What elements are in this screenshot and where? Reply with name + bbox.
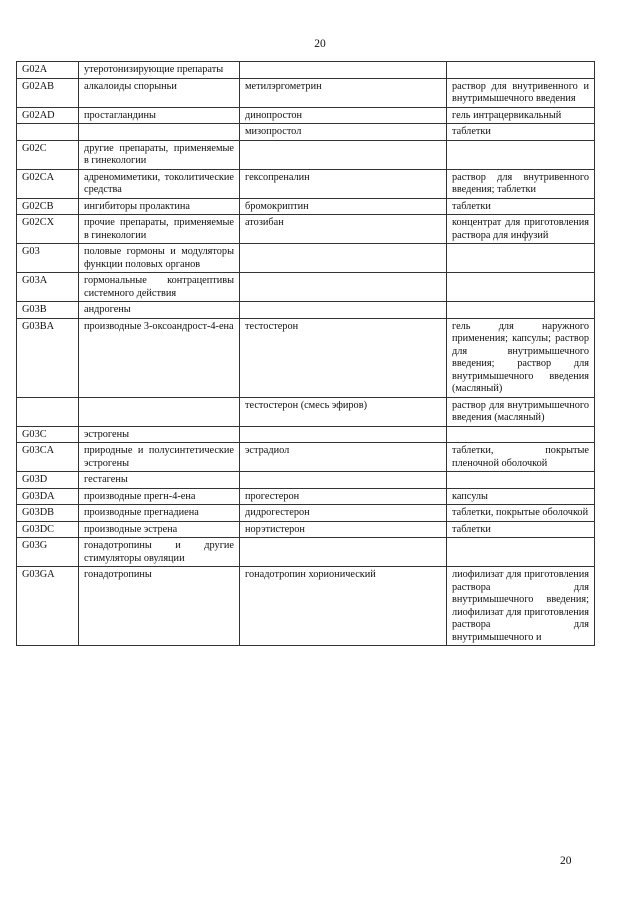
table-row [17,198,595,215]
dosage-form-cell: раствор для внутривенного и внутримышечного введения [447,78,595,107]
table-row [17,488,595,505]
atc-code-cell: G02CX [17,215,79,244]
group-name-cell: другие препараты, применяемые в гинекологии [79,140,240,169]
atc-code-cell [17,124,79,141]
table-row [17,124,595,141]
drug-name-cell: тестостерон (смесь эфиров) [240,397,447,426]
drug-name-cell: дидрогестерон [240,505,447,522]
table-row [17,78,595,107]
dosage-form-cell [447,302,595,319]
dosage-form-cell: гель для наружного применения; капсулы; раствор для внутримышечного введения; раствор для внутримышечного введения (масляный) [447,318,595,397]
group-name-cell: производные прегн-4-ена [79,488,240,505]
drug-name-cell: норэтистерон [240,521,447,538]
drug-name-cell: мизопростол [240,124,447,141]
dosage-form-cell: таблетки, покрытые оболочкой [447,505,595,522]
dosage-form-cell [447,273,595,302]
table-row [17,538,595,567]
atc-code-cell [17,397,79,426]
drug-name-cell: прогестерон [240,488,447,505]
dosage-form-cell [447,244,595,273]
group-name-cell: алкалоиды спорыньи [79,78,240,107]
group-name-cell [79,124,240,141]
group-name-cell: эстрогены [79,426,240,443]
table-row [17,505,595,522]
drug-name-cell: гонадотропин хорионический [240,567,447,646]
dosage-form-cell: концентрат для приготовления раствора для инфузий [447,215,595,244]
dosage-form-cell [447,62,595,79]
drug-name-cell: бромокриптин [240,198,447,215]
atc-code-cell: G03DB [17,505,79,522]
table-row [17,472,595,489]
dosage-form-cell: гель интрацервикальный [447,107,595,124]
atc-code-cell: G03CA [17,443,79,472]
group-name-cell: гормональные контрацептивы системного действия [79,273,240,302]
group-name-cell: природные и полусинтетические эстрогены [79,443,240,472]
group-name-cell: прочие препараты, применяемые в гинекологии [79,215,240,244]
table-row [17,521,595,538]
drug-name-cell: тестостерон [240,318,447,397]
table-row [17,62,595,79]
atc-code-cell: G03B [17,302,79,319]
table-row [17,397,595,426]
group-name-cell: утеротонизирующие препараты [79,62,240,79]
group-name-cell: гестагены [79,472,240,489]
group-name-cell: гонадотропины и другие стимуляторы овуляции [79,538,240,567]
drug-name-cell [240,538,447,567]
dosage-form-cell: капсулы [447,488,595,505]
atc-code-cell: G03D [17,472,79,489]
atc-code-cell: G03DC [17,521,79,538]
table-row [17,169,595,198]
table-row [17,244,595,273]
group-name-cell: производные 3-оксоандрост-4-ена [79,318,240,397]
dosage-form-cell [447,426,595,443]
page-number-top: 20 [314,38,326,50]
group-name-cell: андрогены [79,302,240,319]
atc-code-cell: G03BA [17,318,79,397]
table-row [17,140,595,169]
group-name-cell: половые гормоны и модуляторы функции половых органов [79,244,240,273]
atc-code-cell: G03DA [17,488,79,505]
group-name-cell: адреномиметики, токолитические средства [79,169,240,198]
atc-code-cell: G03GA [17,567,79,646]
table-body [17,62,595,646]
table-row [17,273,595,302]
drug-classification-table [16,61,595,646]
atc-code-cell: G03C [17,426,79,443]
atc-code-cell: G02AB [17,78,79,107]
atc-code-cell: G03G [17,538,79,567]
dosage-form-cell [447,538,595,567]
dosage-form-cell: таблетки [447,124,595,141]
dosage-form-cell: таблетки [447,198,595,215]
table-row [17,107,595,124]
dosage-form-cell: таблетки, покрытые пленочной оболочкой [447,443,595,472]
atc-code-cell: G03A [17,273,79,302]
drug-name-cell [240,62,447,79]
table-row [17,443,595,472]
dosage-form-cell [447,140,595,169]
group-name-cell [79,397,240,426]
drug-name-cell: динопростон [240,107,447,124]
group-name-cell: гонадотропины [79,567,240,646]
dosage-form-cell [447,472,595,489]
atc-code-cell: G02CB [17,198,79,215]
atc-code-cell: G02CA [17,169,79,198]
dosage-form-cell: раствор для внутримышечного введения (масляный) [447,397,595,426]
atc-code-cell: G02A [17,62,79,79]
drug-name-cell [240,302,447,319]
drug-name-cell: гексопреналин [240,169,447,198]
drug-name-cell [240,273,447,302]
dosage-form-cell: лиофилизат для приготовления раствора для внутримышечного введения; лиофилизат для приготовления раствора для внутримышечного и [447,567,595,646]
drug-name-cell: метилэргометрин [240,78,447,107]
atc-code-cell: G02AD [17,107,79,124]
table-row [17,318,595,397]
drug-name-cell: эстрадиол [240,443,447,472]
table-row [17,426,595,443]
dosage-form-cell: таблетки [447,521,595,538]
atc-code-cell: G03 [17,244,79,273]
group-name-cell: производные прегнадиена [79,505,240,522]
group-name-cell: простагландины [79,107,240,124]
drug-name-cell: атозибан [240,215,447,244]
drug-name-cell [240,472,447,489]
group-name-cell: ингибиторы пролактина [79,198,240,215]
table-row [17,302,595,319]
drug-name-cell [240,244,447,273]
page-number-bottom: 20 [560,855,572,867]
atc-code-cell: G02C [17,140,79,169]
dosage-form-cell: раствор для внутривенного введения; таблетки [447,169,595,198]
drug-name-cell [240,140,447,169]
group-name-cell: производные эстрена [79,521,240,538]
drug-name-cell [240,426,447,443]
table-row [17,567,595,646]
table-row [17,215,595,244]
